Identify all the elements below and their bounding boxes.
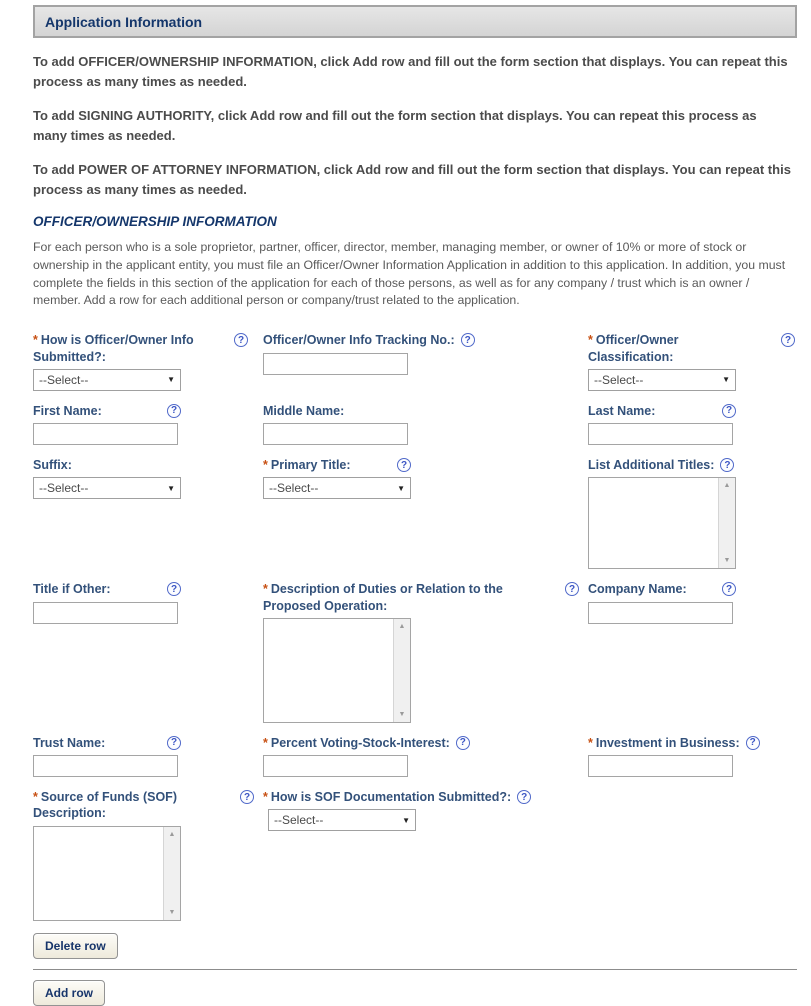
- title-if-other-label: Title if Other:: [33, 582, 111, 597]
- field-additional-titles: [588, 457, 797, 569]
- intro-paragraph-officer: To add OFFICER/OWNERSHIP INFORMATION, click Add row and fill out the form section that displays. You can repeat this process as many times as needed.: [33, 54, 788, 89]
- form-row-3: [33, 457, 797, 569]
- scroll-up-icon[interactable]: ▲: [164, 827, 180, 842]
- help-icon[interactable]: ?: [720, 458, 734, 472]
- suffix-label: Suffix:: [33, 458, 72, 473]
- field-sof-description: [33, 789, 263, 921]
- field-trust-name: [33, 735, 263, 777]
- form-row-5: [33, 735, 797, 777]
- help-icon[interactable]: ?: [722, 582, 736, 596]
- trust-name-label: Trust Name:: [33, 735, 106, 750]
- classification-select[interactable]: --Select-- ▼: [588, 369, 736, 391]
- help-icon[interactable]: ?: [167, 736, 181, 750]
- tracking-no-label: Officer/Owner Info Tracking No.:: [263, 333, 455, 348]
- field-investment: [588, 735, 797, 777]
- section-divider: [33, 969, 797, 970]
- delete-row-button[interactable]: Delete row: [33, 933, 118, 959]
- how-submitted-select[interactable]: --Select-- ▼: [33, 369, 181, 391]
- investment-input[interactable]: [588, 755, 733, 777]
- scroll-up-icon[interactable]: ▲: [719, 478, 735, 493]
- field-middle-name: [263, 403, 588, 445]
- help-icon[interactable]: ?: [167, 582, 181, 596]
- intro-paragraph-signing: To add SIGNING AUTHORITY, click Add row and fill out the form section that displays. You can repeat this process as many times as needed.: [33, 108, 757, 143]
- sof-description-label: * Source of Funds (SOF) Description:: [33, 790, 177, 821]
- additional-titles-label: List Additional Titles:: [588, 458, 715, 473]
- help-icon[interactable]: ?: [746, 736, 760, 750]
- title-if-other-input[interactable]: [33, 602, 178, 624]
- form-row-2: [33, 403, 797, 445]
- field-tracking-no: [263, 332, 588, 374]
- first-name-input[interactable]: [33, 423, 178, 445]
- field-suffix: [33, 457, 263, 499]
- sof-documentation-label: * How is SOF Documentation Submitted?:: [263, 790, 512, 805]
- section-header-bar: [33, 5, 797, 38]
- investment-label: * Investment in Business:: [588, 735, 740, 750]
- help-icon[interactable]: ?: [461, 333, 475, 347]
- trust-name-input[interactable]: [33, 755, 178, 777]
- help-icon[interactable]: ?: [456, 736, 470, 750]
- intro-paragraph-poa: To add POWER OF ATTORNEY INFORMATION, click Add row and fill out the form section that displays. You can repeat this process as many times as needed.: [33, 162, 791, 197]
- field-title-if-other: [33, 581, 263, 623]
- percent-voting-label: * Percent Voting-Stock-Interest:: [263, 735, 450, 750]
- scroll-up-icon[interactable]: ▲: [394, 619, 410, 634]
- last-name-input[interactable]: [588, 423, 733, 445]
- form-row-4: [33, 581, 797, 723]
- scroll-down-icon[interactable]: ▼: [164, 905, 180, 920]
- scrollbar[interactable]: [163, 827, 180, 920]
- help-icon[interactable]: ?: [240, 790, 254, 804]
- tracking-no-input[interactable]: [263, 353, 408, 375]
- field-last-name: [588, 403, 797, 445]
- company-name-label: Company Name:: [588, 582, 687, 597]
- classification-label: * Officer/Owner Classification:: [588, 333, 679, 364]
- field-how-submitted: [33, 332, 263, 391]
- dropdown-arrow-icon: ▼: [402, 815, 410, 825]
- middle-name-input[interactable]: [263, 423, 408, 445]
- primary-title-label: * Primary Title:: [263, 458, 351, 473]
- help-icon[interactable]: ?: [167, 404, 181, 418]
- intro-paragraphs: [33, 52, 797, 199]
- help-icon[interactable]: ?: [234, 333, 248, 347]
- how-submitted-label: * How is Officer/Owner Info Submitted?:: [33, 333, 194, 364]
- dropdown-arrow-icon: ▼: [397, 483, 405, 493]
- form-row-6: [33, 789, 797, 921]
- primary-title-select[interactable]: --Select-- ▼: [263, 477, 411, 499]
- percent-voting-input[interactable]: [263, 755, 408, 777]
- add-row-button[interactable]: Add row: [33, 980, 105, 1006]
- field-company-name: [588, 581, 797, 623]
- page-title: Application Information: [45, 13, 203, 30]
- scroll-down-icon[interactable]: ▼: [394, 707, 410, 722]
- dropdown-arrow-icon: ▼: [722, 375, 730, 385]
- field-primary-title: [263, 457, 588, 499]
- sof-documentation-select[interactable]: --Select-- ▼: [268, 809, 416, 831]
- field-classification: [588, 332, 797, 391]
- field-first-name: [33, 403, 263, 445]
- form-row-1: [33, 332, 797, 391]
- help-icon[interactable]: ?: [565, 582, 579, 596]
- help-icon[interactable]: ?: [517, 790, 531, 804]
- scrollbar[interactable]: [718, 478, 735, 568]
- company-name-input[interactable]: [588, 602, 733, 624]
- help-icon[interactable]: ?: [722, 404, 736, 418]
- duties-description-label: * Description of Duties or Relation to the Proposed Operation:: [263, 582, 503, 613]
- field-percent-voting: [263, 735, 588, 777]
- dropdown-arrow-icon: ▼: [167, 483, 175, 493]
- help-icon[interactable]: ?: [397, 458, 411, 472]
- dropdown-arrow-icon: ▼: [167, 375, 175, 385]
- section-description: For each person who is a sole proprietor, partner, officer, director, member, managing member, or owner of 10% or more of stock or ownership in the applicant entity, you must file an Officer/Owner Information Application in addition to this application. In addition, you must complete the fields in this section of the application for each of those persons, as well as for any company / trust which is an owner / member. Add a row for each additional person or company/trust related to the application.: [33, 240, 786, 308]
- help-icon[interactable]: ?: [781, 333, 795, 347]
- section-title: OFFICER/OWNERSHIP INFORMATION: [33, 214, 277, 229]
- scroll-down-icon[interactable]: ▼: [719, 553, 735, 568]
- scrollbar[interactable]: [393, 619, 410, 722]
- additional-titles-textarea[interactable]: [588, 477, 736, 569]
- duties-description-textarea[interactable]: [263, 618, 411, 723]
- middle-name-label: Middle Name:: [263, 403, 345, 418]
- suffix-select[interactable]: --Select-- ▼: [33, 477, 181, 499]
- last-name-label: Last Name:: [588, 403, 656, 418]
- field-sof-documentation: [263, 789, 588, 831]
- sof-description-textarea[interactable]: [33, 826, 181, 921]
- field-duties-description: [263, 581, 588, 723]
- first-name-label: First Name:: [33, 403, 102, 418]
